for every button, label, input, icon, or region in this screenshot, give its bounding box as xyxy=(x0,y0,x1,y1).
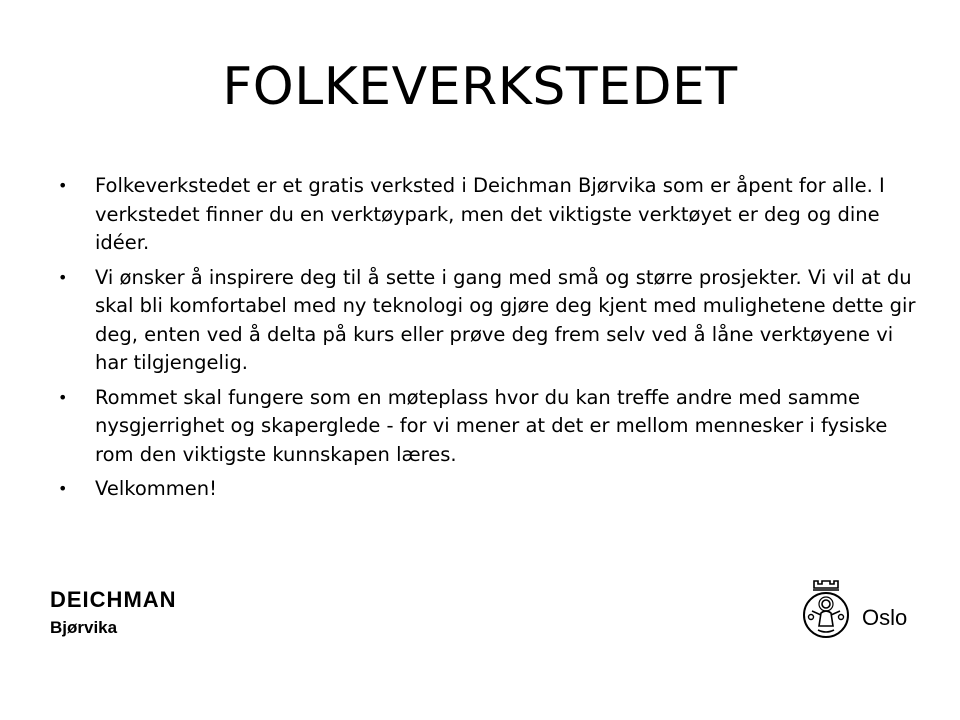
list-item xyxy=(58,384,918,470)
deichman-wordmark: DEICHMAN xyxy=(50,587,177,612)
bullet-icon: • xyxy=(58,479,68,498)
slide-title: FOLKEVERKSTEDET xyxy=(222,57,738,117)
bullet-list xyxy=(58,172,918,510)
deichman-branch-name: Bjørvika xyxy=(50,618,118,637)
bullet-text: Rommet skal fungere som en møteplass hvor du kan treffe andre med samme nysgjerrighet og skaperglede - for vi mener at det er mellom mennesker i fysiske rom den viktigste kunnskapen læres. xyxy=(95,385,888,466)
bullet-icon: • xyxy=(58,176,68,195)
oslo-city-seal-icon xyxy=(800,578,852,640)
oslo-wordmark: Oslo xyxy=(862,605,908,630)
bullet-text: Velkommen! xyxy=(95,477,217,500)
bullet-text: Folkeverkstedet er et gratis verksted i Deichman Bjørvika som er åpent for alle. I verkstedet finner du en verktøypark, men det viktigste verktøyet er deg og dine idéer. xyxy=(95,174,885,254)
list-item xyxy=(58,475,918,504)
list-item xyxy=(58,264,918,378)
oslo-logo xyxy=(800,578,907,640)
bullet-icon: • xyxy=(58,267,68,287)
deichman-logo xyxy=(50,588,177,640)
bullet-text: Vi ønsker å inspirere deg til å sette i gang med små og større prosjekter. Vi vil at du skal bli komfortabel med ny teknologi og gjøre deg kjent med mulighetene dette gir deg, enten ved å delta på kurs eller prøve deg frem selv ved å låne verktøyene vi har tilgjengelig. xyxy=(95,265,916,374)
bullet-icon: • xyxy=(58,387,68,407)
list-item xyxy=(58,172,918,258)
